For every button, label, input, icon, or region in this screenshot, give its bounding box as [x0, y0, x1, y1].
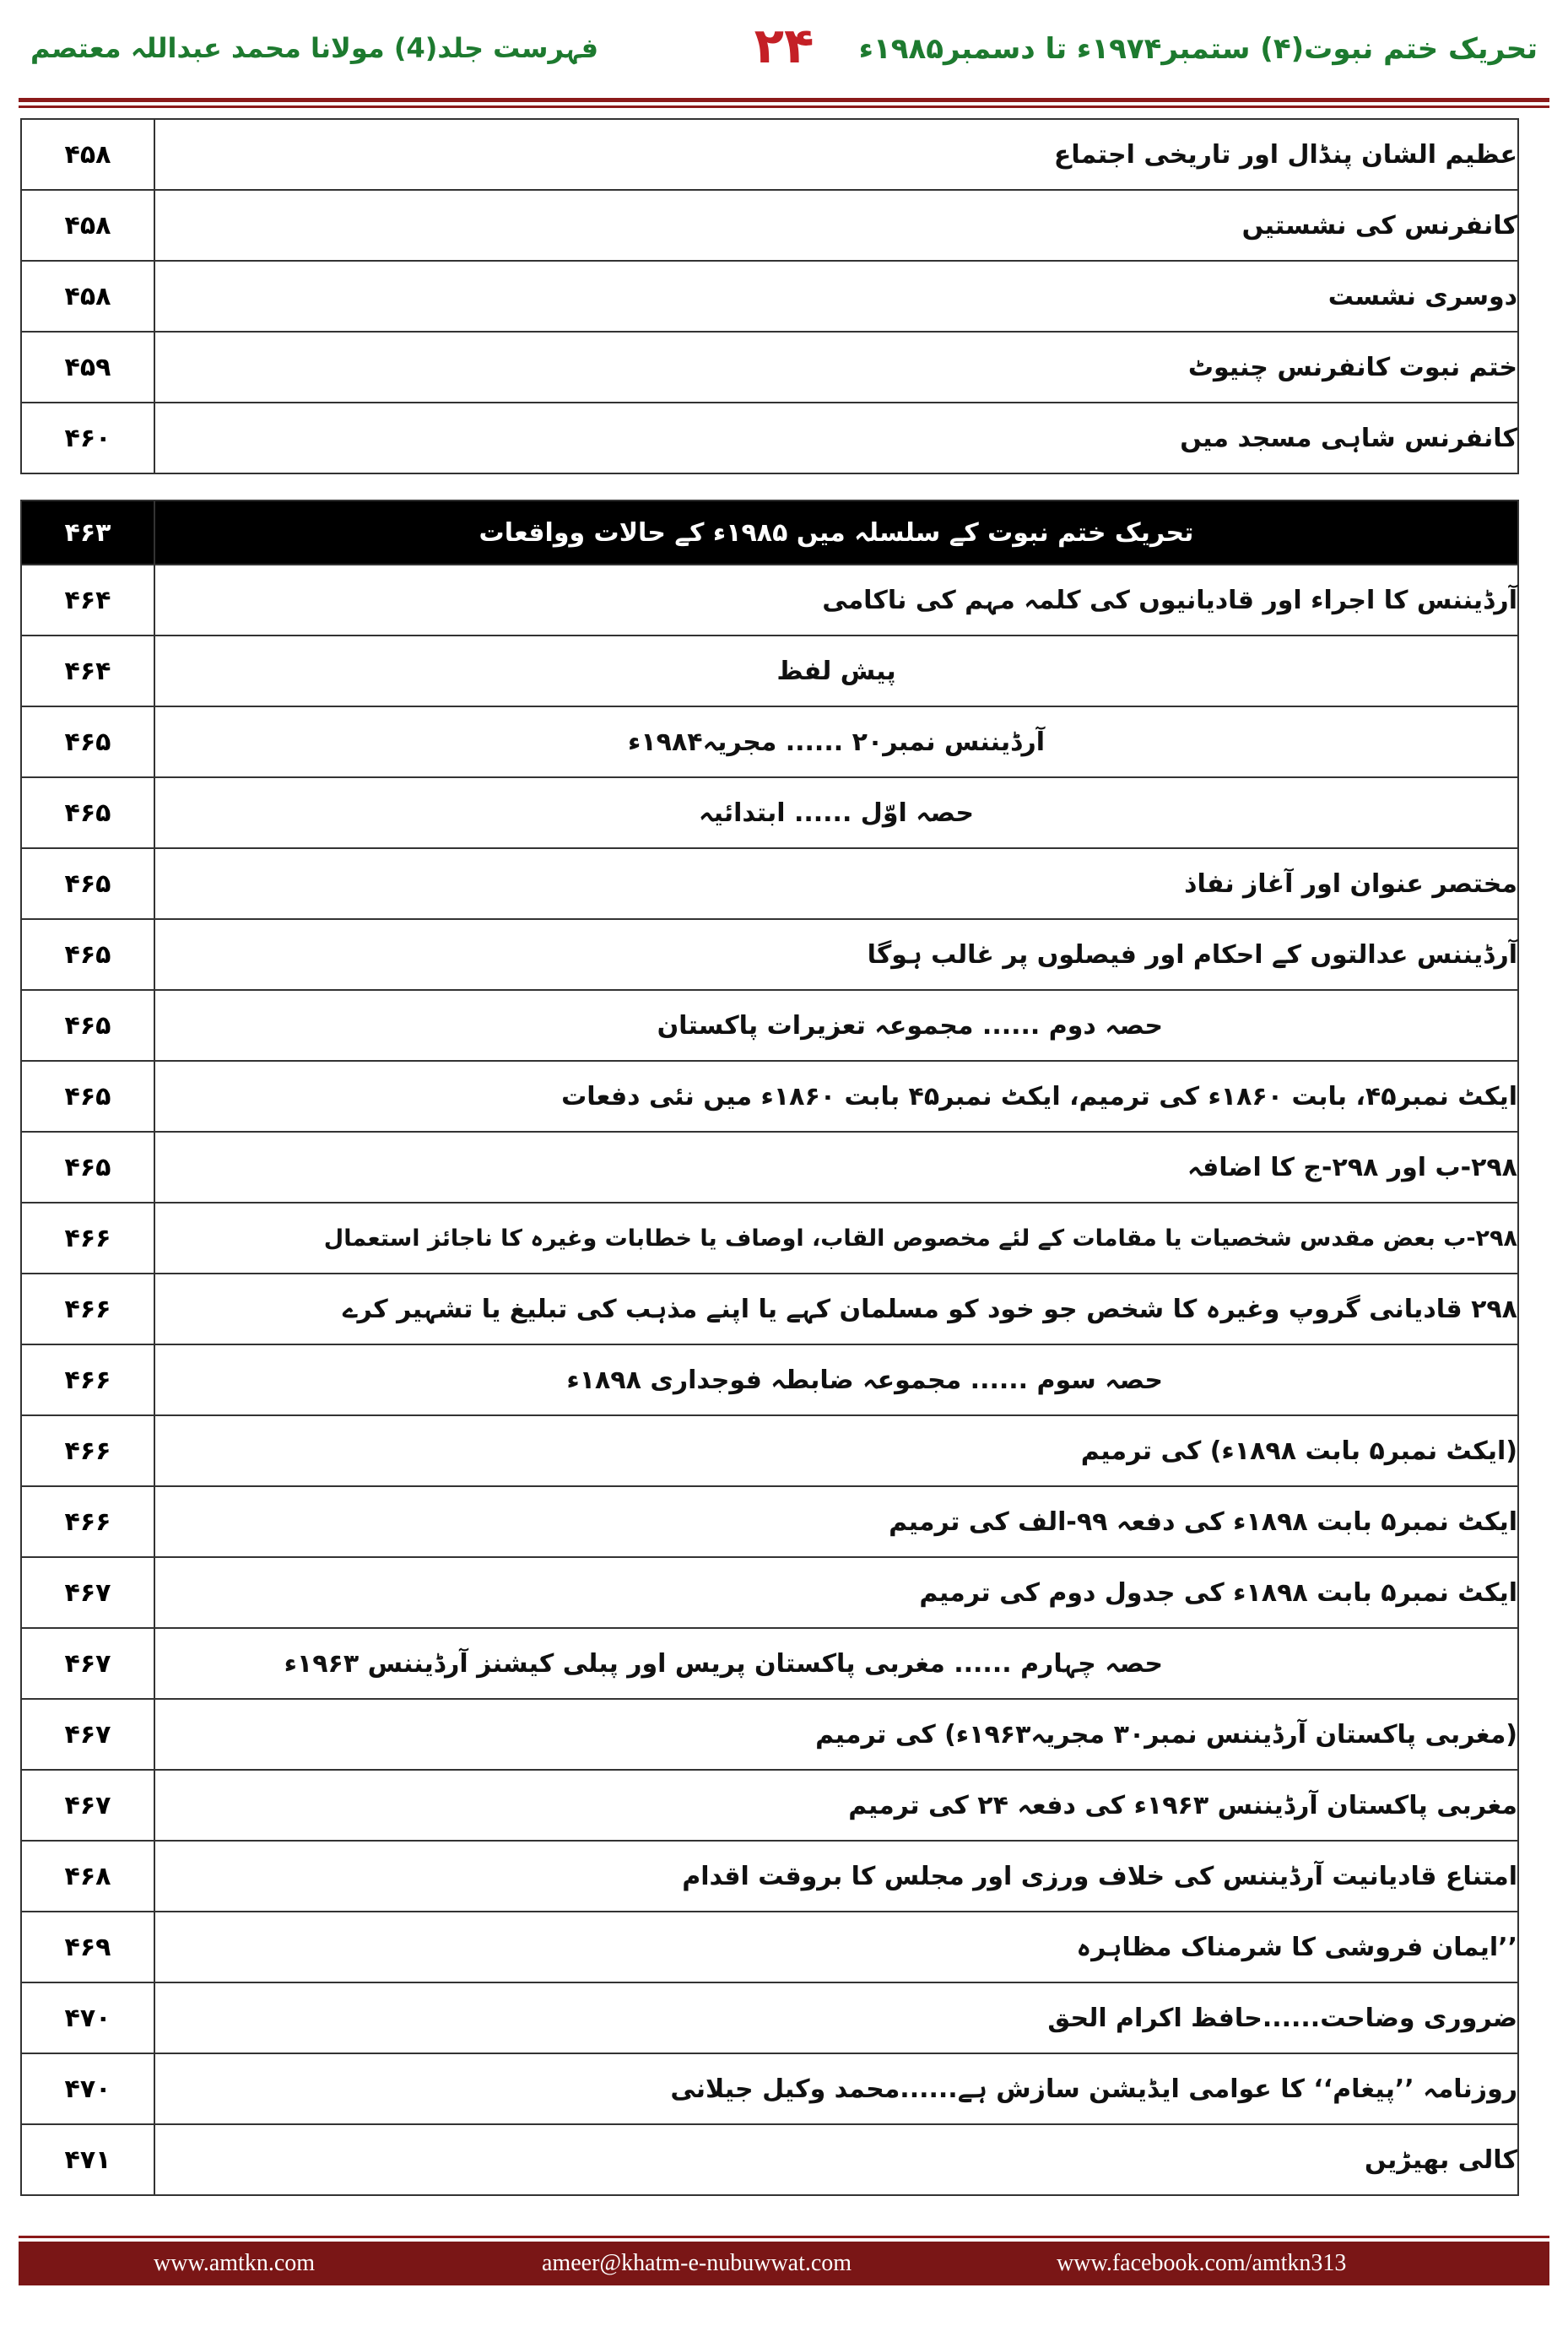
page-ref: ۴۶۴	[21, 565, 154, 636]
page-ref: ۴۶۷	[21, 1628, 154, 1699]
page-footer	[19, 2242, 1549, 2285]
entry-title: روزنامہ ’’پیغام‘‘ کا عوامی ایڈیشن سازش ہے......محمد وکیل جیلانی	[154, 2053, 1518, 2124]
table-row	[21, 1415, 1518, 1486]
table-row	[21, 1274, 1518, 1344]
table-row	[21, 1132, 1518, 1203]
entry-title: مغربی پاکستان آرڈیننس ۱۹۶۳ء کی دفعہ ۲۴ کی ترمیم	[154, 1770, 1518, 1841]
table-row	[21, 119, 1518, 190]
table-row	[21, 848, 1518, 919]
page-ref: ۴۶۵	[21, 777, 154, 848]
page-ref: ۴۶۳	[21, 500, 154, 565]
page-ref: ۴۷۰	[21, 2053, 154, 2124]
table-row	[21, 332, 1518, 403]
entry-title: ۲۹۸-ب بعض مقدس شخصیات یا مقامات کے لئے مخصوص القاب، اوصاف یا خطابات وغیرہ کا ناجائز استعمال	[154, 1203, 1518, 1274]
entry-title: آرڈیننس عدالتوں کے احکام اور فیصلوں پر غالب ہوگا	[154, 919, 1518, 990]
page-ref: ۴۶۹	[21, 1912, 154, 1982]
entry-title: حصہ اوّل ...... ابتدائیہ	[154, 777, 1518, 848]
facebook-link[interactable]: www.facebook.com/amtkn313	[1057, 2250, 1347, 2276]
entry-title: ضروری وضاحت......حافظ اکرام الحق	[154, 1982, 1518, 2053]
table-row	[21, 403, 1518, 473]
table-row	[21, 1770, 1518, 1841]
website-link[interactable]: www.amtkn.com	[154, 2250, 316, 2276]
entry-title: (مغربی پاکستان آرڈیننس نمبر۳۰ مجریہ۱۹۶۳ء) کی ترمیم	[154, 1699, 1518, 1770]
page-header	[0, 0, 1568, 101]
page-ref: ۴۷۱	[21, 2124, 154, 2195]
table-row	[21, 990, 1518, 1061]
entry-title: ۲۹۸ قادیانی گروپ وغیرہ کا شخص جو خود کو مسلمان کہے یا اپنے مذہب کی تبلیغ یا تشہیر کرے	[154, 1274, 1518, 1344]
entry-title: کانفرنس شاہی مسجد میں	[154, 403, 1518, 473]
entry-title: دوسری نشست	[154, 261, 1518, 332]
page-ref: ۴۶۷	[21, 1770, 154, 1841]
table-row	[21, 1344, 1518, 1415]
entry-title: آرڈیننس کا اجراء اور قادیانیوں کی کلمہ مہم کی ناکامی	[154, 565, 1518, 636]
page-ref: ۴۶۷	[21, 1557, 154, 1628]
entry-title: ایکٹ نمبر۴۵، بابت ۱۸۶۰ء کی ترمیم، ایکٹ نمبر۴۵ بابت ۱۸۶۰ء میں نئی دفعات	[154, 1061, 1518, 1132]
table-row	[21, 1841, 1518, 1912]
entry-title: ۲۹۸-ب اور ۲۹۸-ج کا اضافہ	[154, 1132, 1518, 1203]
entry-title: مختصر عنوان اور آغاز نفاذ	[154, 848, 1518, 919]
page-ref: ۴۵۸	[21, 119, 154, 190]
header-rule-thin	[19, 105, 1549, 108]
entry-title: ایکٹ نمبر۵ بابت ۱۸۹۸ء کی دفعہ ۹۹-الف کی ترمیم	[154, 1486, 1518, 1557]
table-row	[21, 1486, 1518, 1557]
table-row	[21, 565, 1518, 636]
table-row	[21, 2053, 1518, 2124]
page-ref: ۴۶۸	[21, 1841, 154, 1912]
table-row	[21, 2124, 1518, 2195]
page-ref: ۴۶۶	[21, 1274, 154, 1344]
page-ref: ۴۵۹	[21, 332, 154, 403]
table-row	[21, 1557, 1518, 1628]
table-row	[21, 1628, 1518, 1699]
page-ref: ۴۵۸	[21, 261, 154, 332]
section-heading-row	[21, 500, 1518, 565]
page-ref: ۴۶۵	[21, 1132, 154, 1203]
table-row	[21, 1203, 1518, 1274]
entry-title: کانفرنس کی نشستیں	[154, 190, 1518, 261]
entry-title: کالی بھیڑیں	[154, 2124, 1518, 2195]
table-row	[21, 1699, 1518, 1770]
entry-title: عظیم الشان پنڈال اور تاریخی اجتماع	[154, 119, 1518, 190]
table-row	[21, 919, 1518, 990]
entry-title: ایکٹ نمبر۵ بابت ۱۸۹۸ء کی جدول دوم کی ترمیم	[154, 1557, 1518, 1628]
page-ref: ۴۶۵	[21, 990, 154, 1061]
page-ref: ۴۶۵	[21, 848, 154, 919]
email-link[interactable]: ameer@khatm-e-nubuwwat.com	[542, 2250, 852, 2276]
page-ref: ۴۶۰	[21, 403, 154, 473]
entry-title: (ایکٹ نمبر۵ بابت ۱۸۹۸ء) کی ترمیم	[154, 1415, 1518, 1486]
page-ref: ۴۵۸	[21, 190, 154, 261]
header-rule-thick	[19, 98, 1549, 102]
table-row	[21, 706, 1518, 777]
volume-index-title: فہرست جلد(4) مولانا محمد عبداللہ معتصم	[30, 32, 599, 64]
table-row	[21, 1912, 1518, 1982]
footer-rule	[19, 2236, 1549, 2238]
page-ref: ۴۶۶	[21, 1415, 154, 1486]
entry-title: حصہ دوم ...... مجموعہ تعزیرات پاکستان	[154, 990, 1518, 1061]
table-row	[21, 190, 1518, 261]
entry-title: حصہ چہارم ...... مغربی پاکستان پریس اور پبلی کیشنز آرڈیننس ۱۹۶۳ء	[154, 1628, 1518, 1699]
section-heading: تحریک ختم نبوت کے سلسلہ میں ۱۹۸۵ء کے حالات وواقعات	[154, 500, 1518, 565]
page-ref: ۴۶۶	[21, 1486, 154, 1557]
entry-title: حصہ سوم ...... مجموعہ ضابطہ فوجداری ۱۸۹۸ء	[154, 1344, 1518, 1415]
page-number: ۲۴	[754, 17, 814, 74]
page-ref: ۴۷۰	[21, 1982, 154, 2053]
entry-title: امتناع قادیانیت آرڈیننس کی خلاف ورزی اور مجلس کا بروقت اقدام	[154, 1841, 1518, 1912]
table-row	[21, 1982, 1518, 2053]
entry-title: ختم نبوت کانفرنس چنیوٹ	[154, 332, 1518, 403]
section-gap	[21, 473, 1518, 500]
page-ref: ۴۶۷	[21, 1699, 154, 1770]
entry-title: پیش لفظ	[154, 636, 1518, 706]
page-ref: ۴۶۶	[21, 1203, 154, 1274]
page-ref: ۴۶۴	[21, 636, 154, 706]
page-ref: ۴۶۵	[21, 706, 154, 777]
page-ref: ۴۶۶	[21, 1344, 154, 1415]
table-row	[21, 777, 1518, 848]
entry-title: ’’ایمان فروشی کا شرمناک مظاہرہ	[154, 1912, 1518, 1982]
book-title: تحریک ختم نبوت(۴) ستمبر۱۹۷۴ء تا دسمبر۱۹۸۵ء	[858, 32, 1538, 66]
entry-title: آرڈیننس نمبر۲۰ ...... مجریہ۱۹۸۴ء	[154, 706, 1518, 777]
contents-table	[20, 118, 1519, 2196]
page-ref: ۴۶۵	[21, 919, 154, 990]
table-row	[21, 261, 1518, 332]
table-row	[21, 1061, 1518, 1132]
table-row	[21, 636, 1518, 706]
page-ref: ۴۶۵	[21, 1061, 154, 1132]
